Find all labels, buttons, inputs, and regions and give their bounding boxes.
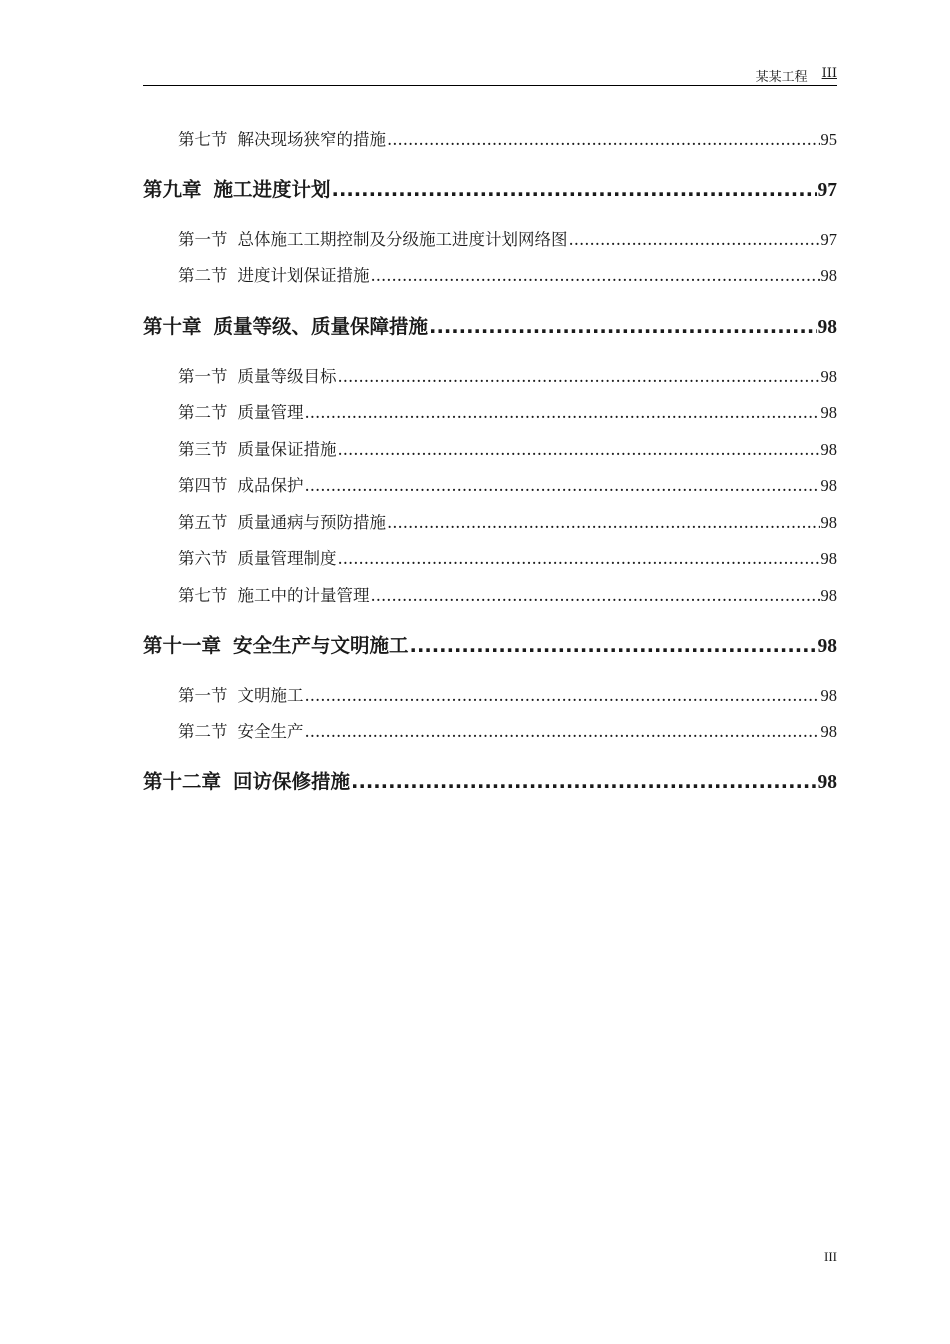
toc-entry-page: 98 — [820, 367, 837, 386]
toc-entry-section[interactable] — [178, 545, 837, 569]
toc-entry-page: 97 — [817, 180, 837, 201]
toc-entry-chapter[interactable] — [143, 174, 837, 202]
toc-entry-number: 第七节 — [178, 130, 228, 149]
toc-entry-page: 98 — [817, 317, 837, 338]
footer-page-number: III — [824, 1249, 837, 1264]
toc-dot-leader — [338, 549, 820, 568]
toc-entry-title: 成品保护 — [237, 476, 304, 495]
page-header — [143, 66, 837, 86]
toc-entry-chapter[interactable] — [143, 766, 837, 794]
toc-entry-number: 第十二章 — [143, 770, 222, 793]
toc-entry-page: 98 — [820, 266, 837, 285]
header-page-number: III — [821, 66, 837, 81]
toc-entry-section[interactable] — [178, 472, 837, 496]
toc-dot-leader — [371, 586, 820, 605]
toc-entry-number: 第三节 — [178, 440, 228, 459]
toc-entry-page: 95 — [820, 130, 837, 149]
toc-entry-page: 98 — [820, 686, 837, 705]
toc-entry-page: 98 — [817, 772, 837, 793]
toc-entry-number: 第九章 — [143, 178, 202, 201]
toc-entry-section[interactable] — [178, 509, 837, 533]
toc-entry-section[interactable] — [178, 262, 837, 286]
toc-entry-page: 98 — [820, 440, 837, 459]
toc-entry-title: 质量等级、质量保障措施 — [213, 315, 429, 338]
toc-entry-chapter[interactable] — [143, 311, 837, 339]
toc-dot-leader — [387, 513, 820, 532]
toc-dot-leader — [351, 770, 816, 793]
toc-entry-page: 98 — [820, 586, 837, 605]
toc-entry-title: 质量管理制度 — [237, 549, 337, 568]
toc-entry-title: 质量保证措施 — [237, 440, 337, 459]
toc-dot-leader — [371, 266, 820, 285]
toc-entry-section[interactable] — [178, 126, 837, 150]
toc-dot-leader — [305, 403, 820, 422]
toc-entry-title: 解决现场狭窄的措施 — [237, 130, 386, 149]
toc-entry-title: 施工中的计量管理 — [237, 586, 370, 605]
toc-entry-title: 安全生产与文明施工 — [233, 634, 409, 657]
toc-entry-section[interactable] — [178, 436, 837, 460]
toc-entry-title: 质量管理 — [237, 403, 304, 422]
toc-entry-page: 98 — [820, 476, 837, 495]
toc-entry-title: 进度计划保证措施 — [237, 266, 370, 285]
toc-entry-title: 质量等级目标 — [237, 367, 337, 386]
header-title: 某某工程 — [755, 70, 808, 85]
toc-dot-leader — [305, 722, 820, 741]
toc-entry-section[interactable] — [178, 718, 837, 742]
toc-entry-title: 文明施工 — [237, 686, 304, 705]
toc-entry-number: 第七节 — [178, 586, 228, 605]
toc-entry-page: 98 — [820, 403, 837, 422]
toc-entry-chapter[interactable] — [143, 630, 837, 658]
toc-entry-number: 第二节 — [178, 722, 228, 741]
toc-dot-leader — [338, 440, 820, 459]
toc-entry-page: 98 — [820, 722, 837, 741]
toc-entry-number: 第一节 — [178, 230, 228, 249]
toc-entry-number: 第四节 — [178, 476, 228, 495]
toc-dot-leader — [305, 476, 820, 495]
toc-entry-page: 98 — [820, 549, 837, 568]
toc-entry-title: 质量通病与预防措施 — [237, 513, 386, 532]
toc-entry-section[interactable] — [178, 363, 837, 387]
toc-entry-page: 98 — [820, 513, 837, 532]
toc-entry-page: 98 — [817, 636, 837, 657]
toc-entry-number: 第一节 — [178, 367, 228, 386]
toc-entry-number: 第十章 — [143, 315, 202, 338]
toc-entry-section[interactable] — [178, 582, 837, 606]
toc-entry-title: 总体施工工期控制及分级施工进度计划网络图 — [237, 230, 568, 249]
toc-entry-title: 安全生产 — [237, 722, 304, 741]
toc-dot-leader — [332, 178, 817, 201]
toc-dot-leader — [569, 230, 820, 249]
toc-entry-number: 第一节 — [178, 686, 228, 705]
toc-entry-number: 第十一章 — [143, 634, 222, 657]
toc-dot-leader — [410, 634, 817, 657]
toc-entry-page: 97 — [820, 230, 837, 249]
toc-entry-section[interactable] — [178, 399, 837, 423]
toc-entry-title: 施工进度计划 — [213, 178, 331, 201]
toc-entry-section[interactable] — [178, 226, 837, 250]
toc-entry-section[interactable] — [178, 682, 837, 706]
toc-entry-number: 第六节 — [178, 549, 228, 568]
toc-dot-leader — [429, 315, 816, 338]
toc-entry-number: 第二节 — [178, 266, 228, 285]
toc-entry-title: 回访保修措施 — [233, 770, 351, 793]
toc-entry-number: 第五节 — [178, 513, 228, 532]
toc-dot-leader — [387, 130, 820, 149]
toc-dot-leader — [305, 686, 820, 705]
toc-dot-leader — [338, 367, 820, 386]
toc-entry-number: 第二节 — [178, 403, 228, 422]
